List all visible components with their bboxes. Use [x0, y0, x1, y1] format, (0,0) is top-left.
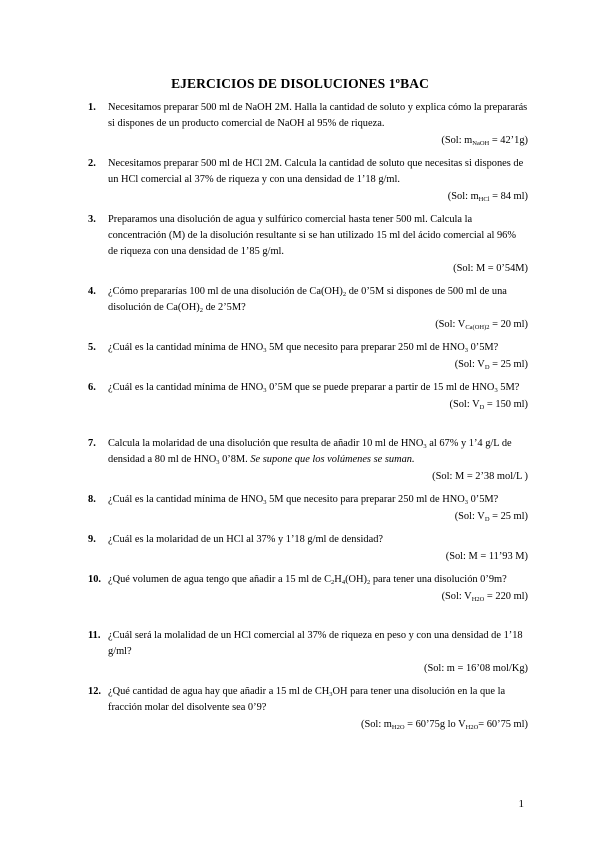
exercise-solution: (Sol: $m_{H2O}$ = 60’75g lo $V_{H2O}=$ 60’75 ml) [361, 719, 528, 731]
exercise-number: 1. [88, 102, 96, 113]
exercise-number: 3. [88, 214, 96, 225]
exercise-4 [88, 284, 528, 333]
exercise-number: 2. [88, 158, 96, 169]
exercise-text: ¿Cuál será la molalidad de un HCl comercial al 37% de riqueza en peso y con una densidad de 1’18 g/ml? [108, 630, 523, 657]
exercise-text: Preparamos una disolución de agua y sulfúrico comercial hasta tener 500 ml. Calcula la concentración (M) de la disolución resultante si se han utilizado 15 ml del ácido comercial al 96% de riqueza con una densidad de 1’85 g/ml. [108, 214, 516, 257]
exercise-text: Necesitamos preparar 500 ml de NaOH 2M. Halla la cantidad de soluto y explica cómo la prepararás si dispones de un producto comercial de NaOH al 95% de riqueza. [108, 102, 528, 129]
exercise-number: 6. [88, 382, 96, 393]
exercise-solution: (Sol: $m_{HCl} = 84$ ml) [447, 191, 528, 203]
exercise-12 [88, 684, 528, 733]
exercise-number: 9. [88, 534, 96, 545]
exercise-number: 12. [88, 686, 101, 697]
exercise-solution: (Sol: $V_{H2O} = 220$ ml) [441, 591, 528, 603]
exercise-5 [88, 340, 528, 373]
exercise-text: Calcula la molaridad de una disolución que resulta de añadir 10 ml de $HNO_3$ al 67% y 1’4 g/L de densidad a 80 ml de $HNO_3$ 0’8M. Se supone que los volúmenes se suman. [108, 438, 512, 466]
exercise-solution: (Sol: M = 11’93 M) [445, 551, 528, 562]
exercise-text: ¿Cuál es la molaridad de un HCl al 37% y 1’18 g/ml de densidad? [108, 534, 383, 545]
exercise-text: Necesitamos preparar 500 ml de HCl 2M. Calcula la cantidad de soluto que necesitas si dispones de un HCl comercial al 37% de riqueza y con una densidad de 1’18 g/ml. [108, 158, 524, 185]
exercise-11 [88, 628, 528, 677]
exercise-text: ¿Qué cantidad de agua hay que añadir a 15 ml de $CH_3OH$ para tener una disolución en la que la fracción molar del disolvente sea 0’9? [108, 686, 506, 713]
exercise-number: 8. [88, 494, 96, 505]
exercise-2 [88, 156, 528, 205]
exercise-text: ¿Cuál es la cantidad mínima de $HNO_3$ 5M que necesito para preparar 250 ml de $HNO_3$ 0’5M? [108, 342, 499, 354]
exercise-solution: (Sol: $V_D = 25$ ml) [454, 359, 528, 371]
exercise-solution: (Sol: M = 2’38 mol/L ) [432, 471, 528, 482]
exercise-solution: (Sol: $m_{NaOH}$ = 42’1g) [441, 135, 528, 147]
exercise-3 [88, 212, 528, 277]
exercise-solution: (Sol: $V_D = 150$ ml) [449, 399, 528, 411]
exercise-number: 5. [88, 342, 96, 353]
exercise-solution: (Sol: m = 16’08 mol/Kg) [424, 663, 528, 674]
exercise-8 [88, 492, 528, 525]
exercise-text: ¿Cuál es la cantidad mínima de $HNO_3$ 5M que necesito para preparar 250 ml de $HNO_3$ 0’5M? [108, 494, 499, 506]
exercise-text: ¿Cuál es la cantidad mínima de $HNO_3$ 0’5M que se puede preparar a partir de 15 ml de $HNO_3$ 5M? [108, 382, 520, 394]
page-number: 1 [518, 798, 524, 810]
exercise-6 [88, 380, 528, 413]
exercise-solution: (Sol: M = 0’54M) [453, 263, 528, 274]
exercise-10 [88, 572, 528, 605]
exercise-text: ¿Cómo prepararías 100 ml de una disolución de $Ca(OH)_2$ de 0’5M si dispones de 500 ml de una disolución de $Ca(OH)_2$ de 2’5M? [108, 286, 507, 314]
exercise-solution: (Sol: $V_{Ca(OH)2} = 20$ ml) [435, 319, 528, 331]
exercise-number: 11. [88, 630, 101, 641]
exercise-text: ¿Qué volumen de agua tengo que añadir a 15 ml de $C_2H_4(OH)_2$ para tener una disolución 0’9m? [108, 574, 507, 586]
exercise-number: 4. [88, 286, 96, 297]
exercise-solution: (Sol: $V_D = 25$ ml) [454, 511, 528, 523]
exercise-number: 10. [88, 574, 101, 585]
exercise-1 [88, 100, 528, 149]
exercise-9 [88, 532, 528, 565]
exercise-7 [88, 436, 528, 485]
page-title: EJERCICIOS DE DISOLUCIONES 1ºBAC [171, 76, 429, 91]
exercise-number: 7. [88, 438, 96, 449]
